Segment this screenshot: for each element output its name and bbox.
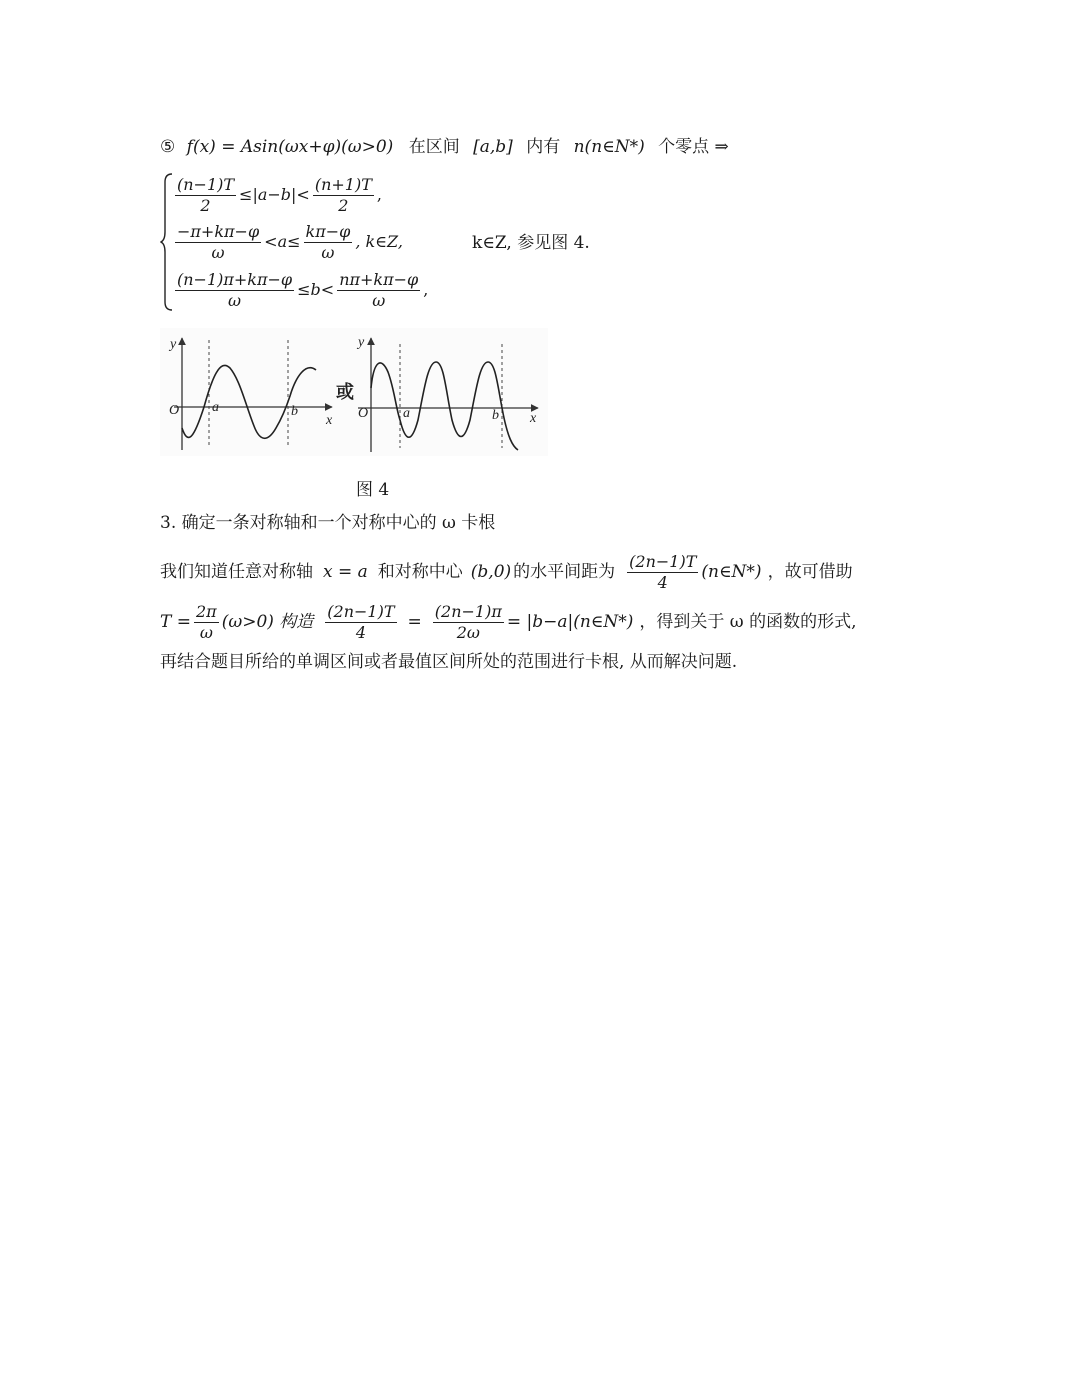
section3-line-1 [160,548,853,596]
p1-axis: x = a [323,562,368,582]
item5-text1: 在区间 [408,137,460,157]
section3-line-3: 再结合题目所给的单调区间或者最值区间所处的范围进行卡根, 从而解决问题. [160,652,738,672]
right-y-label: y [358,335,365,350]
right-b-label: b [492,408,499,423]
figure-4-graphs [160,328,548,456]
right-sine-curve [371,362,518,450]
row1-tail: , [376,185,382,204]
left-a-label: a [212,400,219,415]
item5-text2: 内有 [526,137,561,157]
system-row-3 [172,270,428,311]
row1-right-fraction: $\frac{(n+1)T}{2}$ [314,175,372,215]
p1-text-c: 的水平间距为 [513,562,616,582]
row3-tail: , [423,280,429,299]
p1-text-a: 我们知道任意对称轴 [160,562,313,582]
item5-interval: [a,b] [473,137,513,157]
left-sine-curve [182,365,316,438]
p1-text-e: ，故可借助 [767,562,853,582]
right-a-label: a [403,406,410,421]
p2-text-a: (ω>0) 构造 [221,612,314,632]
row1-left-fraction: $\frac{(n-1)T}{2}$ [177,175,235,215]
system-note: k∈Z, 参见图 4. [472,233,590,253]
system-row-1 [172,175,382,216]
p2-fraction-2: $\frac{(2n-1)\pi}{2\omega}$ [434,601,502,642]
right-o-label: O [358,406,369,421]
system-row-2 [172,222,403,263]
p1-fraction: $\frac{(2n-1)T}{4}$ [629,551,697,592]
p2-T: T = [160,612,191,632]
left-x-label: x [326,413,333,428]
row2-tail: , k∈Z, [355,232,403,251]
figure-4 [160,328,548,456]
left-b-label: b [291,404,298,419]
p2-equals: = [407,612,422,632]
row1-middle: ≤|a−b|< [239,185,310,204]
item5-count: n(n∈N*) [573,137,645,157]
p1-text-b: 和对称中心 [377,562,463,582]
item5-marker: ⑤ [160,137,176,157]
left-o-label: O [169,403,180,418]
p2-text-b: = |b−a|(n∈N*) [506,612,634,632]
right-x-label: x [530,411,537,426]
section3-line-2 [160,598,856,646]
row3-middle: ≤b< [297,280,335,299]
row3-left-fraction: $\frac{(n-1)\pi+k\pi-\varphi}{\omega}$ [177,270,293,310]
left-y-label: y [170,337,177,352]
p2-text-c: ，得到关于 ω 的函数的形式, [639,612,857,632]
figure-caption: 图 4 [356,480,390,500]
or-label: 或 [336,382,354,403]
p2-T-fraction: $\frac{2\pi}{\omega}$ [196,601,217,642]
p1-center: (b,0) [470,562,512,582]
item5-line [160,136,729,158]
row2-right-fraction: $\frac{k\pi-\varphi}{\omega}$ [305,222,351,262]
p1-text-d: (n∈N*) [701,562,762,582]
row2-middle: <a≤ [264,232,301,251]
p2-fraction-1: $\frac{(2n-1)T}{4}$ [327,601,395,642]
item5-formula: f(x) = Asin(ωx+φ)(ω>0) [186,137,394,157]
item5-text3: 个零点 ⇒ [658,137,729,157]
row2-left-fraction: $\frac{-\pi+k\pi-\varphi}{\omega}$ [177,222,260,262]
row3-right-fraction: $\frac{n\pi+k\pi-\varphi}{\omega}$ [339,270,419,310]
section3-heading: 3. 确定一条对称轴和一个对称中心的 ω 卡根 [160,513,496,533]
